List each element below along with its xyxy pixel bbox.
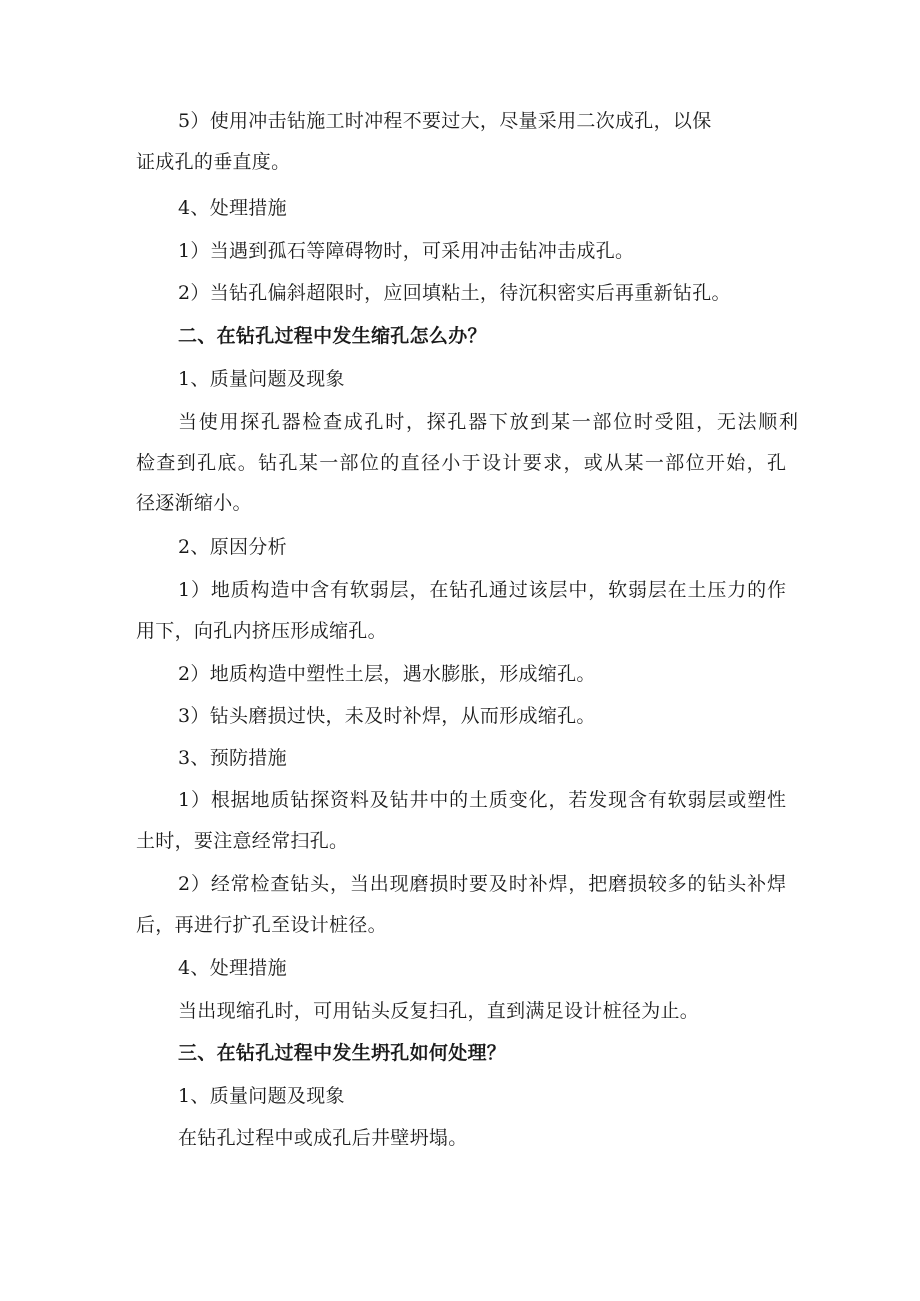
- text-line: 径逐渐缩小。: [136, 492, 252, 514]
- section-heading: 三、在钻孔过程中发生坍孔如何处理？: [178, 1042, 507, 1064]
- text-line: 1）根据地质钻探资料及钻井中的土质变化，若发现含有软弱层或塑性: [178, 789, 786, 811]
- text-line: 1）当遇到孤石等障碍物时，可采用冲击钻冲击成孔。: [178, 240, 635, 262]
- text-line: 后，再进行扩孔至设计桩径。: [136, 914, 387, 936]
- subheading: 3、预防措施: [178, 747, 287, 769]
- subheading: 2、原因分析: [178, 536, 287, 558]
- subheading: 4、处理措施: [178, 197, 287, 219]
- subheading: 1、质量问题及现象: [178, 1085, 345, 1107]
- text-line: 5）使用冲击钻施工时冲程不要过大，尽量采用二次成孔，以保: [178, 110, 712, 132]
- text-line: 当出现缩孔时，可用钻头反复扫孔，直到满足设计桩径为止。: [178, 1000, 700, 1022]
- text-line: 检查到孔底。钻孔某一部位的直径小于设计要求，或从某一部位开始，孔: [136, 452, 786, 474]
- text-line: 3）钻头磨损过快，未及时补焊，从而形成缩孔。: [178, 705, 596, 727]
- subheading: 4、处理措施: [178, 957, 287, 979]
- text-line: 土时，要注意经常扫孔。: [136, 830, 349, 852]
- text-line: 2）地质构造中塑性土层，遇水膨胀，形成缩孔。: [178, 663, 596, 685]
- subheading: 1、质量问题及现象: [178, 368, 345, 390]
- text-line: 用下，向孔内挤压形成缩孔。: [136, 620, 387, 642]
- text-line: 在钻孔过程中或成孔后井壁坍塌。: [178, 1127, 468, 1149]
- text-line: 当使用探孔器检查成孔时，探孔器下放到某一部位时受阻，无法顺利: [178, 411, 798, 433]
- text-line: 证成孔的垂直度。: [136, 151, 291, 173]
- text-line: 1）地质构造中含有软弱层，在钻孔通过该层中，软弱层在土压力的作: [178, 579, 786, 601]
- text-line: 2）经常检查钻头，当出现磨损时要及时补焊，把磨损较多的钻头补焊: [178, 873, 786, 895]
- text-line: 2）当钻孔偏斜超限时，应回填粘土，待沉积密实后再重新钻孔。: [178, 282, 731, 304]
- section-heading: 二、在钻孔过程中发生缩孔怎么办？: [178, 325, 487, 347]
